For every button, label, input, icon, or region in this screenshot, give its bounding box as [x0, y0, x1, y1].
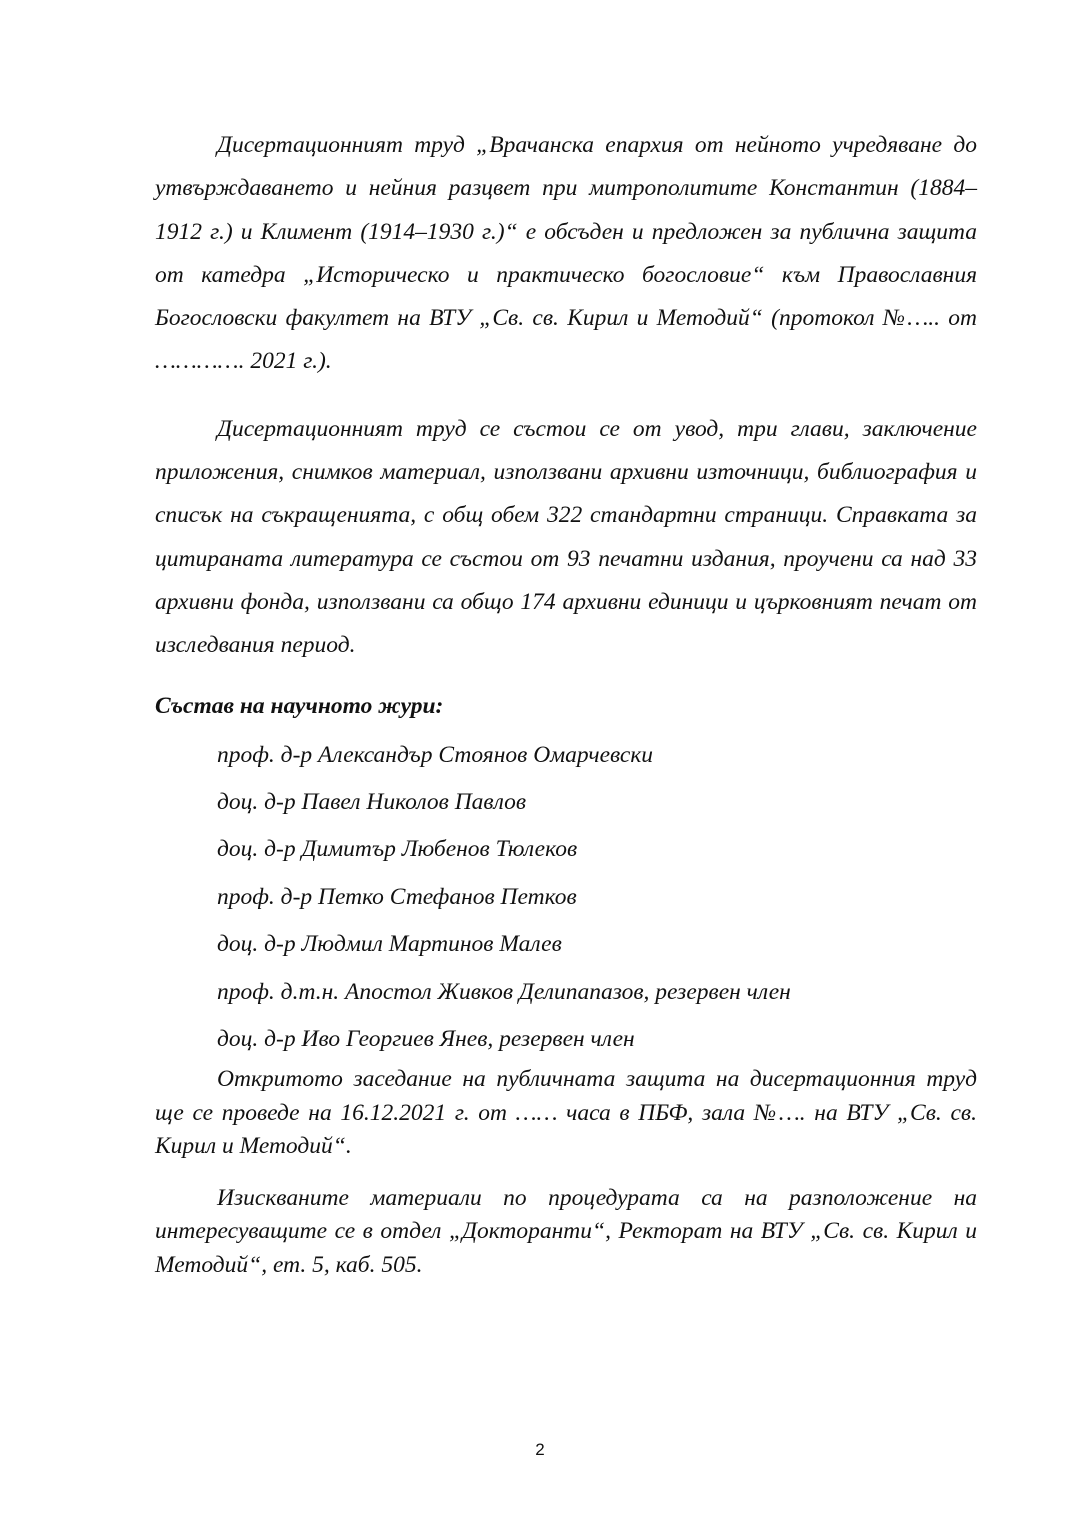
jury-list: [217, 732, 977, 1064]
page-number: 2: [535, 1440, 545, 1459]
jury-member: доц. д-р Иво Георгиев Янев, резервен член: [217, 1026, 635, 1052]
jury-heading: Състав на научното жури:: [155, 692, 444, 719]
jury-member: проф. д.т.н. Апостол Живков Делипапазов, резервен член: [217, 978, 791, 1005]
page-content: [155, 124, 977, 1282]
jury-member: доц. д-р Димитър Любенов Тюлеков: [217, 836, 578, 863]
paragraph-public-defense: Откритото заседание на публичната защита на дисертационния труд ще се проведе на 16.12.2021 г. от …… часа в ПБФ, зала №…. на ВТУ „Св. св. Кирил и Методий“.: [155, 1066, 977, 1160]
paragraph-materials-availability: Изискваните материали по процедурата са на разположение на интересуващите се в отдел „Докторанти“, Ректорат на ВТУ „Св. св. Кирил и Методий“, ет. 5, каб. 505.: [155, 1184, 977, 1278]
jury-member: доц. д-р Людмил Мартинов Малев: [217, 931, 562, 958]
jury-member: проф. д-р Александър Стоянов Омарчевски: [217, 741, 654, 768]
paragraph-dissertation-structure: Дисертационният труд се състои се от увод, три глави, заключение приложения, снимков материал, използвани архивни източници, библиография и списък на съкращенията, с общ обем 322 стандартни страници. Справката за цитираната литература се състои от 93 печатни издания, проучени са над 33 архивни фонда, използвани са общо 174 архивни единици и църковният печат от изследвания период.: [155, 415, 977, 659]
jury-member: проф. д-р Петко Стефанов Петков: [217, 883, 577, 910]
jury-member: доц. д-р Павел Николов Павлов: [217, 788, 527, 815]
paragraph-dissertation-discussion: Дисертационният труд „Врачанска епархия от нейното учредяване до утвърждаването и нейния разцвет при митрополитите Константин (1884–1912 г.) и Климент (1914–1930 г.)“ е обсъден и предложен за публична защита от катедра „Историческо и практическо богословие“ към Православния Богословски факултет на ВТУ „Св. св. Кирил и Методий“ (протокол №….. от …………. 2021 г.).: [155, 132, 977, 375]
